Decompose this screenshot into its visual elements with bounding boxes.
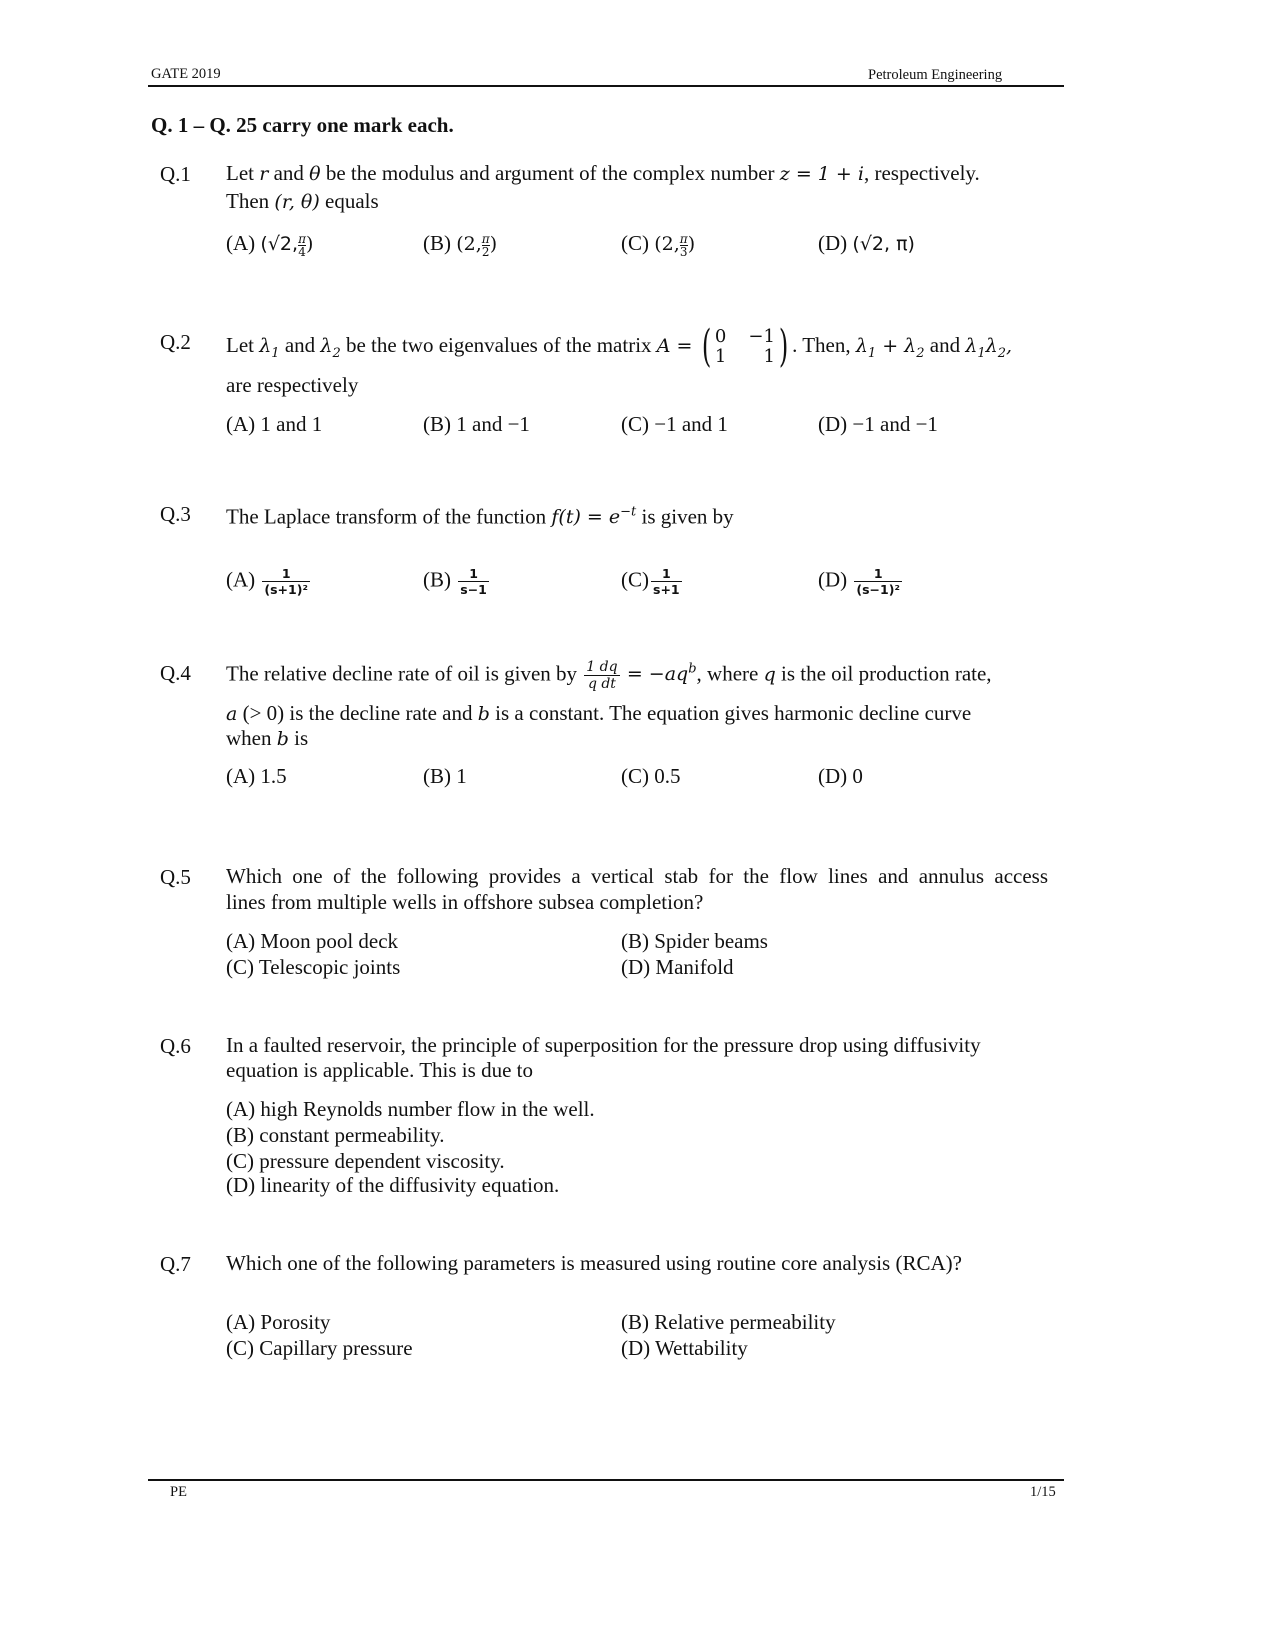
q5-text-line1: Which one of the following provides a vertical stab for the flow lines and annulus access: [226, 864, 1048, 888]
q7-option-b: (B) Relative permeability: [621, 1310, 836, 1334]
q6-option-a: (A) high Reynolds number flow in the well.: [226, 1097, 595, 1121]
q5-option-d: (D) Manifold: [621, 955, 734, 979]
q4-option-c: (C) 0.5: [621, 764, 681, 788]
q4-text-line1: The relative decline rate of oil is given by $\frac{1 dq}{\text{q dt}}$ = $-aq^b$, where q is the oil production rate,: [226, 659, 992, 693]
q1-option-b: (B) (2, $\frac{\pi}{2}$ ): [423, 231, 498, 259]
q1-option-c: (C) (2, $\frac{\pi}{3}$ ): [621, 231, 696, 259]
footer-rule: [148, 1479, 1064, 1481]
q4-option-d: (D) 0: [818, 764, 863, 788]
header-subject: Petroleum Engineering: [868, 67, 1003, 83]
q3-option-d: (D) $\frac{1}{\text{(s−1)²}}$: [818, 566, 900, 597]
q2-option-c: (C) −1 and 1: [621, 412, 728, 436]
q4-text-line2: a (> 0) is the decline rate and b is a constant. The equation gives harmonic decline curve: [226, 701, 972, 725]
header-exam-name: GATE 2019: [151, 66, 221, 82]
q2-text-line1: Let $\lambda_1$ and $\lambda_2$ be the two eigenvalues of the matrix A = ( 0 −1 1 1 ) . Then, $\lambda_1 + \lambda_2$ and $\lambda_1\lambda_2$,: [226, 321, 1013, 372]
q7-text: Which one of the following parameters is measured using routine core analysis (RCA)?: [226, 1251, 962, 1275]
q5-option-b: (B) Spider beams: [621, 929, 768, 953]
q2-option-a: (A) 1 and 1: [226, 412, 323, 436]
q6-text-line1: In a faulted reservoir, the principle of superposition for the pressure drop using diffusivity: [226, 1033, 981, 1057]
q1-option-d: (D) (√2, π): [818, 231, 915, 255]
footer-page-number: 1/15: [1030, 1484, 1056, 1500]
q2-number: Q.2: [160, 330, 191, 354]
q4-number: Q.4: [160, 661, 191, 685]
q1-option-a: (A) (√2, $\frac{\pi}{4}$ ): [226, 231, 314, 259]
q3-option-b: (B) $\frac{1}{s-1}$: [423, 566, 487, 597]
q3-option-a: (A) $\frac{1}{\text{(s+1)²}}$: [226, 566, 308, 597]
q6-option-b: (B) constant permeability.: [226, 1123, 445, 1147]
q2-option-b: (B) 1 and −1: [423, 412, 530, 436]
q2-text-line2: are respectively: [226, 373, 359, 397]
q7-option-c: (C) Capillary pressure: [226, 1336, 413, 1360]
footer-paper-code: PE: [170, 1484, 187, 1500]
q5-option-c: (C) Telescopic joints: [226, 955, 401, 979]
q4-text-line3: when b is: [226, 726, 309, 750]
q6-text-line2: equation is applicable. This is due to: [226, 1058, 533, 1082]
q6-number: Q.6: [160, 1034, 191, 1058]
q5-number: Q.5: [160, 865, 191, 889]
q6-option-d: (D) linearity of the diffusivity equation.: [226, 1173, 560, 1197]
q2-option-d: (D) −1 and −1: [818, 412, 938, 436]
q3-text: The Laplace transform of the function $f(t) = e^{-t}$ is given by: [226, 504, 734, 529]
q5-option-a: (A) Moon pool deck: [226, 929, 399, 953]
header-rule: [148, 85, 1064, 87]
q7-option-a: (A) Porosity: [226, 1310, 331, 1334]
q4-option-a: (A) 1.5: [226, 764, 287, 788]
section-title: Q. 1 – Q. 25 carry one mark each.: [151, 113, 454, 137]
q6-option-c: (C) pressure dependent viscosity.: [226, 1149, 505, 1173]
q5-text-line2: lines from multiple wells in offshore subsea completion?: [226, 890, 704, 914]
q7-option-d: (D) Wettability: [621, 1336, 748, 1360]
q3-option-c: (C) $\frac{1}{s+1}$: [621, 566, 680, 597]
q7-number: Q.7: [160, 1252, 191, 1276]
q1-text: Let r and θ be the modulus and argument of the complex number z = 1 + i, respectively. Then (r, θ) equals: [226, 161, 980, 213]
q2-matrix: ( 0 −1 1 1 ): [701, 321, 789, 372]
q3-number: Q.3: [160, 502, 191, 526]
q1-number: Q.1: [160, 162, 191, 186]
q4-option-b: (B) 1: [423, 764, 467, 788]
